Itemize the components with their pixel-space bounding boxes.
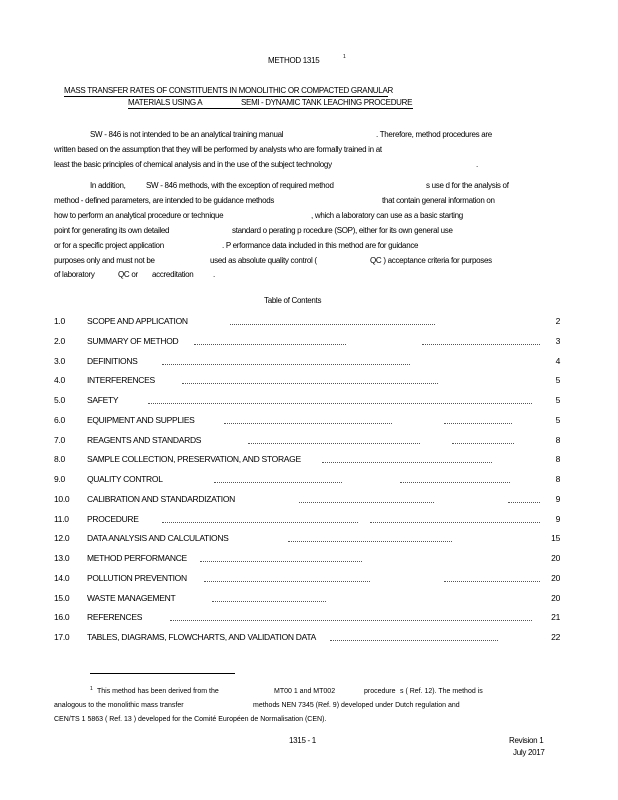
toc-entry-title: SUMMARY OF METHOD	[87, 335, 179, 346]
para2-line5b: . P erformance data included in this method are for guidance	[222, 241, 419, 250]
toc-entry-title: QUALITY CONTROL	[87, 474, 163, 484]
toc-entry-title: REFERENCES	[87, 612, 143, 623]
para1-line3a: least the basic principles of chemical analysis and in the use of the subject technology	[54, 160, 332, 169]
toc-dot-leader	[444, 423, 512, 424]
title-underline-1	[64, 96, 388, 97]
toc-entry-page: 9	[555, 513, 560, 524]
footnote-line2c: s NEN 7345 (Ref. 9) developed under Dutch regulation and	[276, 702, 460, 709]
toc-entry-title: SAFETY	[87, 395, 119, 405]
toc-entry[interactable]	[54, 356, 560, 368]
footnote-line1a: This method has been derived from the	[97, 688, 219, 695]
toc-entry[interactable]	[54, 533, 560, 545]
toc-dot-leader	[400, 482, 510, 483]
toc-dot-leader	[204, 581, 370, 582]
toc-entry[interactable]	[54, 454, 560, 466]
toc-entry[interactable]	[54, 435, 560, 447]
toc-entry-page: 5	[555, 395, 560, 405]
toc-dot-leader	[148, 403, 532, 404]
toc-entry[interactable]	[54, 395, 560, 407]
toc-dot-leader	[452, 443, 514, 444]
toc-entry-page: 5	[555, 375, 560, 386]
toc-entry-number: 9.0	[54, 474, 65, 484]
toc-dot-leader	[299, 502, 434, 503]
toc-dot-leader	[422, 344, 540, 345]
toc-entry-page: 21	[551, 612, 560, 623]
footnote-line2a: analogous to the monolithic mass transfer	[54, 702, 184, 709]
toc-entry-number: 11.0	[54, 513, 69, 524]
toc-entry-title: WASTE MANAGEMENT	[87, 592, 176, 603]
toc-entry-title: DATA ANALYSIS AND CALCULATIONS	[87, 533, 229, 544]
toc-dot-leader	[444, 581, 540, 582]
toc-dot-leader	[288, 541, 452, 542]
para2-line1c: s use d for the analysis of	[426, 181, 509, 190]
footnote-rule	[90, 673, 235, 674]
toc-entry-page: 15	[551, 533, 560, 544]
toc-entry-title: SCOPE AND APPLICATION	[87, 316, 188, 326]
title-line-1: MASS TRANSFER RATES OF CONSTITUENTS IN MONOLITHIC OR COMPACTED GRANULAR	[64, 86, 393, 95]
para2-line6c: QC ) acceptance criteria for purposes	[370, 256, 492, 265]
toc-entry-page: 22	[551, 632, 560, 642]
toc-dot-leader	[194, 344, 346, 345]
toc-dot-leader	[162, 364, 410, 365]
para2-line3: how to perform an analytical procedure or technique	[54, 211, 224, 220]
toc-entry-number: 6.0	[54, 414, 65, 425]
toc-entry-title: SAMPLE COLLECTION, PRESERVATION, AND STORAGE	[87, 454, 301, 465]
toc-entry-page: 3	[555, 335, 560, 346]
para2-line5a: or for a specific project application	[54, 241, 164, 250]
toc-entry-number: 1.0	[54, 316, 65, 326]
toc-entry-page: 20	[551, 553, 560, 563]
toc-entry[interactable]	[54, 514, 560, 526]
toc-dot-leader	[230, 324, 435, 325]
toc-dot-leader	[508, 502, 540, 503]
title-underline-2	[128, 108, 413, 109]
toc-dot-leader	[214, 482, 342, 483]
para1-line3b: .	[476, 160, 478, 169]
header-footnote-mark: 1	[343, 54, 346, 60]
toc-entry-title: POLLUTION PREVENTION	[87, 572, 187, 583]
toc-entry[interactable]	[54, 474, 560, 486]
toc-dot-leader	[370, 522, 540, 523]
title-line-2c: - DYNAMIC TANK LEACHING PROCEDURE	[261, 98, 413, 107]
toc-entry-title: REAGENTS AND STANDARDS	[87, 434, 202, 445]
toc-entry[interactable]	[54, 573, 560, 585]
para2-line2a: method - defined parameters, are intended to be guidance methods	[54, 196, 275, 205]
toc-entry-number: 14.0	[54, 572, 70, 583]
para2-line7d: .	[213, 270, 215, 279]
toc-entry-page: 4	[555, 355, 560, 366]
toc-entry-page: 20	[551, 572, 560, 583]
title-line-2b: SEMI	[241, 98, 260, 107]
toc-entry[interactable]	[54, 593, 560, 605]
toc-entry-page: 20	[551, 592, 560, 603]
toc-dot-leader	[200, 561, 362, 562]
toc-entry-title: DEFINITIONS	[87, 355, 138, 366]
toc-entry-number: 5.0	[54, 395, 65, 405]
toc-entry[interactable]	[54, 375, 560, 387]
toc-entry-number: 8.0	[54, 454, 65, 465]
toc-entry-title: METHOD PERFORMANCE	[87, 553, 187, 563]
toc-entry-page: 2	[555, 316, 560, 326]
toc-entry-number: 7.0	[54, 434, 65, 445]
para2-line1a: In addition,	[90, 181, 126, 190]
method-number: METHOD 1315	[268, 56, 320, 65]
toc-entry[interactable]	[54, 494, 560, 506]
toc-entry-page: 8	[555, 454, 560, 465]
toc-entry[interactable]	[54, 316, 560, 328]
para2-line6a: purposes only and must not be	[54, 256, 155, 265]
toc-heading: Table of Contents	[264, 296, 322, 305]
revision-label: Revision 1	[509, 736, 544, 745]
toc-entry-number: 15.0	[54, 592, 70, 603]
footnote-line1c: procedure	[364, 688, 396, 695]
para2-line7c: accreditation	[152, 270, 194, 279]
toc-entry[interactable]	[54, 415, 560, 427]
para1-line1a: SW - 846 is not intended to be an analytical training manual	[90, 130, 284, 139]
toc-entry-number: 3.0	[54, 355, 65, 366]
para2-line2b: that contain general information on	[382, 196, 495, 205]
toc-dot-leader	[170, 620, 532, 621]
method-header	[268, 56, 319, 65]
toc-dot-leader	[330, 640, 498, 641]
toc-entry-title: INTERFERENCES	[87, 375, 155, 386]
toc-entry-title: TABLES, DIAGRAMS, FLOWCHARTS, AND VALIDATION DATA	[87, 632, 317, 642]
toc-entry[interactable]	[54, 632, 560, 644]
toc-entry-page: 8	[555, 434, 560, 445]
para1-line1b: . Therefore, method procedures are	[376, 130, 492, 139]
footnote-line1d: s ( Ref. 12). The method is	[400, 688, 483, 695]
toc-dot-leader	[248, 443, 420, 444]
para2-line7b: QC or	[118, 270, 138, 279]
toc-dot-leader	[212, 601, 326, 602]
toc-entry-number: 13.0	[54, 553, 70, 563]
toc-entry-title: EQUIPMENT AND SUPPLIES	[87, 414, 195, 425]
toc-entry-number: 12.0	[54, 533, 70, 544]
para2-line1b: SW - 846 methods, with the exception of required method	[146, 181, 334, 190]
toc-entry-number: 4.0	[54, 375, 65, 386]
toc-entry-title: PROCEDURE	[87, 513, 139, 524]
toc-entry-number: 16.0	[54, 612, 70, 623]
revision-date: July 2017	[513, 748, 545, 757]
toc-entry-number: 10.0	[54, 493, 70, 504]
footnote-line3a: CEN/TS 1 5863 ( Ref. 13 ) developed for the Comité Européen de Normalisation (CEN).	[54, 716, 327, 723]
para2-line4a: point for generating its own detailed	[54, 226, 170, 235]
title-line-2a: MATERIALS USING A	[128, 98, 203, 107]
toc-entry-number: 17.0	[54, 632, 70, 642]
toc-entry[interactable]	[54, 612, 560, 624]
footnote-line1b: MT00 1 and MT002	[274, 688, 336, 695]
toc-dot-leader	[322, 462, 492, 463]
para1-line2: written based on the assumption that they will be performed by analysts who are formally trained in at	[54, 145, 382, 154]
para2-line7a: of laboratory	[54, 270, 95, 279]
toc-entry-title: CALIBRATION AND STANDARDIZATION	[87, 493, 235, 504]
toc-entry-page: 5	[555, 414, 560, 425]
toc-entry[interactable]	[54, 553, 560, 565]
toc-entry[interactable]	[54, 336, 560, 348]
para2-line6b: used as absolute quality control (	[210, 256, 317, 265]
footnote-line2b: method	[253, 702, 277, 709]
toc-dot-leader	[162, 522, 358, 523]
toc-dot-leader	[224, 423, 392, 424]
toc-dot-leader	[182, 383, 438, 384]
page-number: 1315 - 1	[289, 736, 316, 745]
footnote-mark: 1	[90, 686, 93, 692]
toc-entry-number: 2.0	[54, 335, 65, 346]
para2-line4b: standard o perating p rocedure (SOP), either for its own general use	[232, 226, 453, 235]
toc-entry-page: 8	[555, 474, 560, 484]
para2-line3b: , which a laboratory can use as a basic starting	[311, 211, 463, 220]
toc-entry-page: 9	[555, 493, 560, 504]
